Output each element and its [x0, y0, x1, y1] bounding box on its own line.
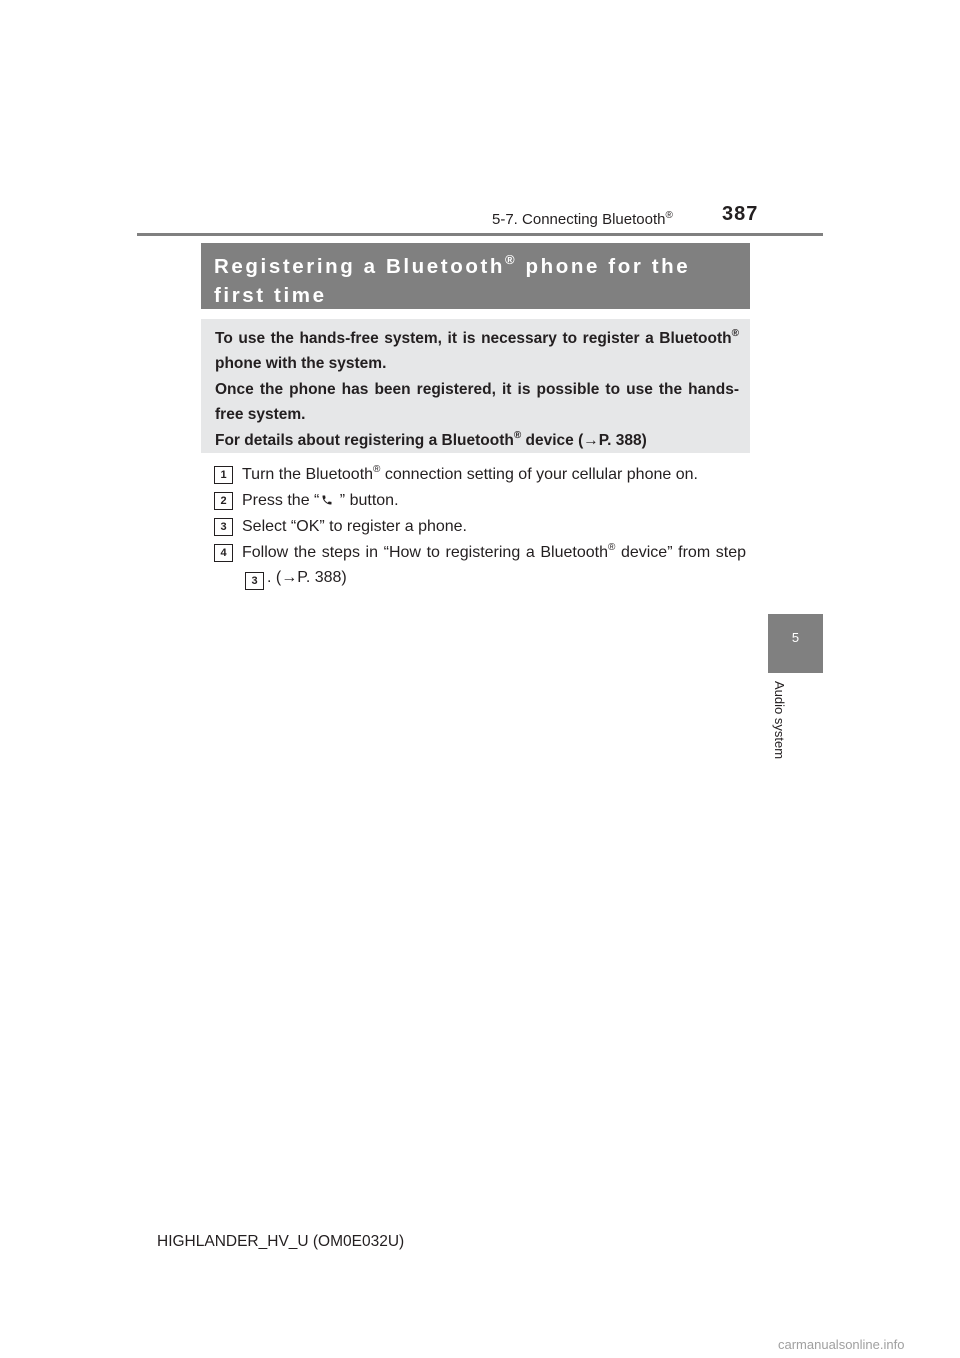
header-section-title: 5-7. Connecting Bluetooth® [492, 210, 673, 228]
inline-step-reference: 3 [245, 572, 264, 590]
section-title: Registering a Bluetooth® phone for the first time [214, 252, 691, 307]
footer-model-code: HIGHLANDER_HV_U (OM0E032U) [157, 1233, 405, 1250]
intro-paragraph-3: For details about registering a Bluetooth® device (→P. 388) [215, 430, 647, 449]
section-title-bar [201, 243, 750, 309]
header-rule [137, 233, 823, 236]
phone-icon [321, 494, 333, 506]
steps-list [214, 462, 746, 591]
step-item: 2 Press the “ ” button. [214, 488, 746, 513]
chapter-tab [768, 614, 823, 673]
intro-box [201, 319, 750, 453]
chapter-label: Audio system [772, 681, 787, 760]
intro-paragraph-1: To use the hands-free system, it is necessary to register a Bluetooth® phone with the system. [215, 328, 739, 372]
arrow-icon: → [583, 432, 599, 449]
step-item: 1 Turn the Bluetooth® connection setting of your cellular phone on. [214, 462, 746, 487]
step-number: 4 [214, 544, 233, 562]
step-number: 3 [214, 518, 233, 536]
page-number: 387 [722, 203, 759, 225]
step-number: 2 [214, 492, 233, 510]
watermark: carmanualsonline.info [778, 1337, 905, 1352]
intro-paragraph-2: Once the phone has been registered, it is possible to use the hands-free system. [215, 381, 739, 423]
step-item: 4 Follow the steps in “How to registering a Bluetooth® device” from step 3 . (→P. 388) [214, 540, 746, 590]
chapter-number: 5 [791, 630, 800, 645]
step-item: 3 Select “OK” to register a phone. [214, 514, 746, 539]
arrow-icon: → [281, 569, 298, 586]
step-number: 1 [214, 466, 233, 484]
